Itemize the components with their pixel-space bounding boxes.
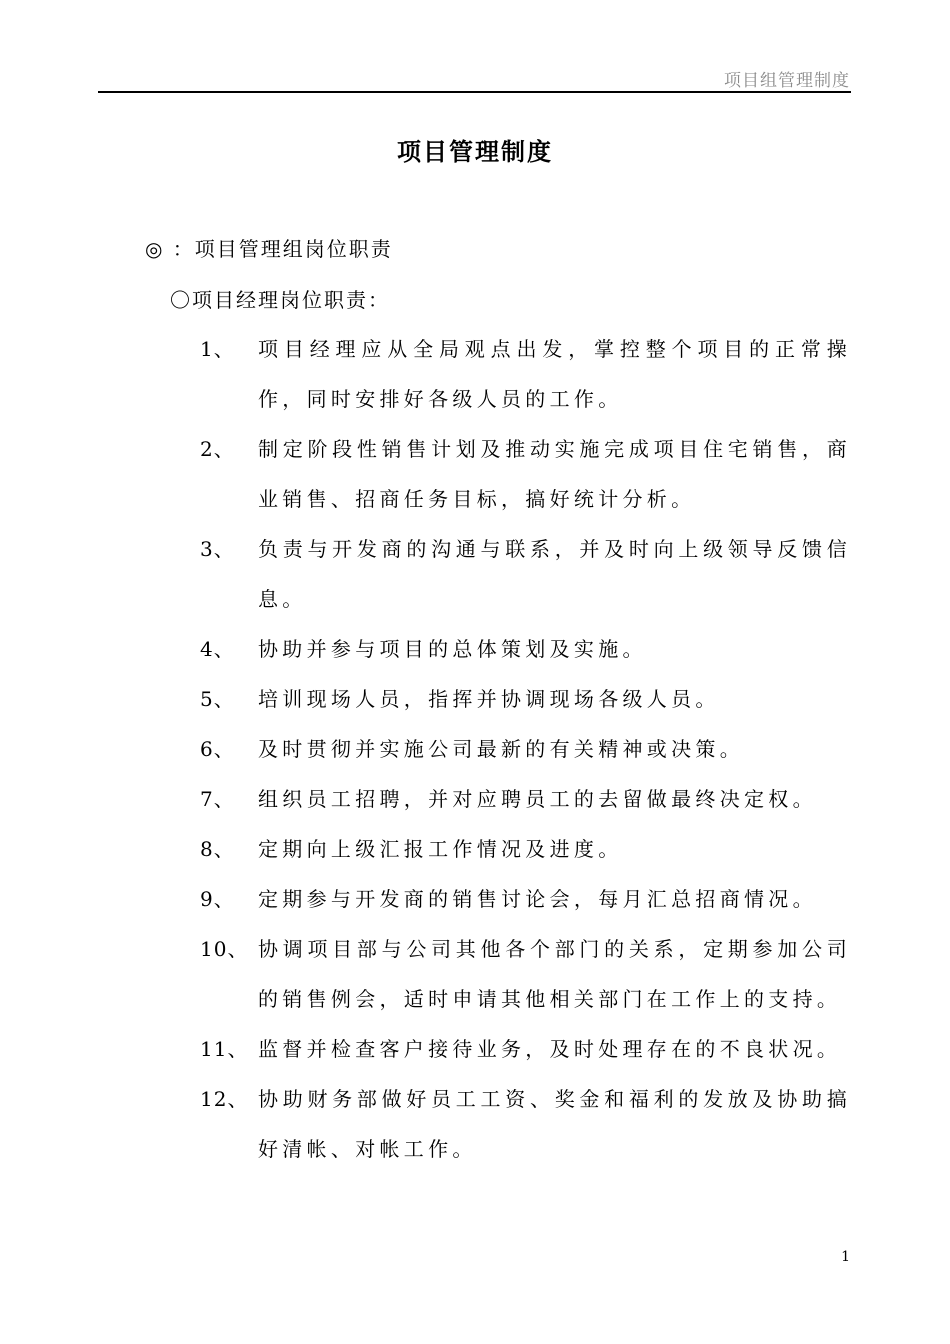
duty-text: 及时贯彻并实施公司最新的有关精神或决策。 [258, 737, 744, 761]
duty-text: 协调项目部与公司其他各个部门的关系，定期参加公司的销售例会，适时申请其他相关部门在工作上的支持。 [258, 937, 851, 1011]
duty-number: 1、 [200, 337, 235, 361]
duty-text: 定期向上级汇报工作情况及进度。 [258, 837, 623, 861]
duty-item [0, 324, 851, 424]
duty-item [0, 1024, 851, 1074]
running-header: 项目组管理制度 [724, 71, 850, 91]
document-title: 项目管理制度 [397, 138, 553, 166]
duty-item [0, 1074, 851, 1174]
page-number: 1 [841, 1249, 850, 1265]
duty-number: 5、 [200, 687, 235, 711]
duty-text: 项目经理应从全局观点出发，掌控整个项目的正常操作，同时安排好各级人员的工作。 [258, 337, 851, 411]
duty-item [0, 774, 851, 824]
duty-number: 12、 [200, 1087, 249, 1111]
duty-text: 协助并参与项目的总体策划及实施。 [258, 637, 647, 661]
duty-number: 4、 [200, 637, 235, 661]
sub-heading: 〇项目经理岗位职责： [170, 288, 390, 312]
section-heading: ◎ ：项目管理组岗位职责 [145, 237, 393, 261]
duty-item [0, 424, 851, 524]
duty-number: 2、 [200, 437, 235, 461]
duty-number: 10、 [200, 937, 249, 961]
duty-item [0, 624, 851, 674]
duty-text: 培训现场人员，指挥并协调现场各级人员。 [258, 687, 720, 711]
duty-text: 组织员工招聘，并对应聘员工的去留做最终决定权。 [258, 787, 817, 811]
duty-text: 监督并检查客户接待业务，及时处理存在的不良状况。 [258, 1037, 842, 1061]
duty-item [0, 724, 851, 774]
duty-number: 9、 [200, 887, 235, 911]
duty-text: 负责与开发商的沟通与联系，并及时向上级领导反馈信息。 [258, 537, 851, 611]
duty-number: 8、 [200, 837, 235, 861]
duty-item [0, 874, 851, 924]
duty-item [0, 824, 851, 874]
duty-item [0, 674, 851, 724]
header-rule [98, 91, 851, 93]
duty-text: 定期参与开发商的销售讨论会，每月汇总招商情况。 [258, 887, 817, 911]
duty-number: 6、 [200, 737, 235, 761]
duty-text: 制定阶段性销售计划及推动实施完成项目住宅销售，商业销售、招商任务目标，搞好统计分析。 [258, 437, 851, 511]
duty-text: 协助财务部做好员工工资、奖金和福利的发放及协助搞好清帐、对帐工作。 [258, 1087, 851, 1161]
duty-number: 3、 [200, 537, 235, 561]
duty-item [0, 524, 851, 624]
duty-number: 7、 [200, 787, 235, 811]
duty-item [0, 924, 851, 1024]
duty-number: 11、 [200, 1037, 249, 1061]
duty-list [0, 324, 950, 1174]
